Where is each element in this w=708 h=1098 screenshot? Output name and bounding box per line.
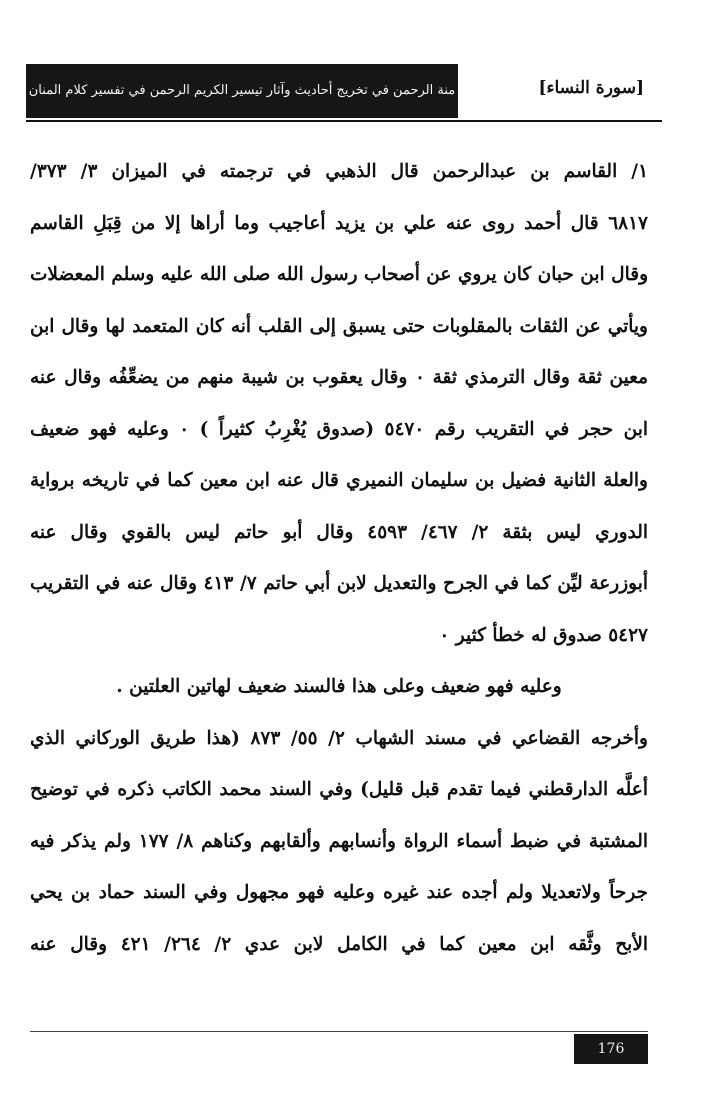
text-line: ويأتي عن الثقات بالمقلوبات حتى يسبق إلى القلب أنه كان المتعمد لها وقال ابن (30, 315, 648, 337)
text-line: ٥٤٢٧ صدوق له خطأ كثير ٠ (439, 624, 648, 646)
text-line: أبوزرعة ليِّن كما في الجرح والتعديل لابن أبي حاتم ٧/ ٤١٣ وقال عنه في التقريب (30, 573, 648, 594)
text-line: الدوري ليس بثقة ٢/ ٤٦٧/ ٤٥٩٣ وقال أبو حاتم ليس بالقوي وقال عنه (30, 521, 648, 543)
text-line: والعلة الثانية فضيل بن سليمان النميري قال عنه ابن معين كما في تاريخه برواية (30, 470, 648, 491)
text-line: وأخرجه القضاعي في مسند الشهاب ٢/ ٥٥/ ٨٧٣ (هذا طريق الوركاني الذي (30, 727, 648, 749)
text-line: وقال ابن حبان كان يروي عن أصحاب رسول الله صلى الله عليه وسلم المعضلات (30, 264, 648, 285)
text-line: معين ثقة وقال الترمذي ثقة ٠ وقال يعقوب بن شيبة منهم من يضعِّفُه وقال عنه (30, 367, 648, 388)
text-line: ٦٨١٧ قال أحمد روى عنه علي بن يزيد أعاجيب وما أراها إلا من قِبَلِ القاسم (30, 212, 648, 234)
text-line: أعلَّه الدارقطني فيما تقدم قبل قليل) وفي السند محمد الكاتب ذكره في توضيح (30, 779, 648, 800)
text-line: جرحاً ولاتعديلا ولم أجده عند غيره وعليه فهو مجهول وفي السند حماد بن يحي (30, 882, 648, 903)
text-line: ابن حجر في التقريب رقم ٥٤٧٠ (صدوق يُغْرِبُ كثيراً ) ٠ وعليه فهو ضعيف (30, 418, 648, 440)
body-text (30, 146, 648, 970)
book-title-band: منة الرحمن في تخريج أحاديث وآثار تيسير الكريم الرحمن في تفسير كلام المنان (26, 64, 458, 118)
text-line: ١/ القاسم بن عبدالرحمن قال الذهبي في ترجمته في الميزان ٣/ ٣٧٣/ (30, 161, 648, 182)
text-line: الأبح وثَّقه ابن معين كما في الكامل لابن عدي ٢/ ٢٦٤/ ٤٢١ وقال عنه (30, 933, 648, 955)
surah-label: [سورة النساء] (538, 78, 644, 98)
footer-divider (30, 1031, 648, 1032)
text-line: المشتبة في ضبط أسماء الرواة وأنسابهم وألقابهم وكناهم ٨/ ١٧٧ ولم يذكر فيه (30, 830, 648, 852)
running-header (26, 64, 662, 122)
page-number: 176 (574, 1034, 648, 1064)
text-line-conclusion: وعليه فهو ضعيف وعلى هذا فالسند ضعيف لهاتين العلتين . (116, 676, 562, 697)
